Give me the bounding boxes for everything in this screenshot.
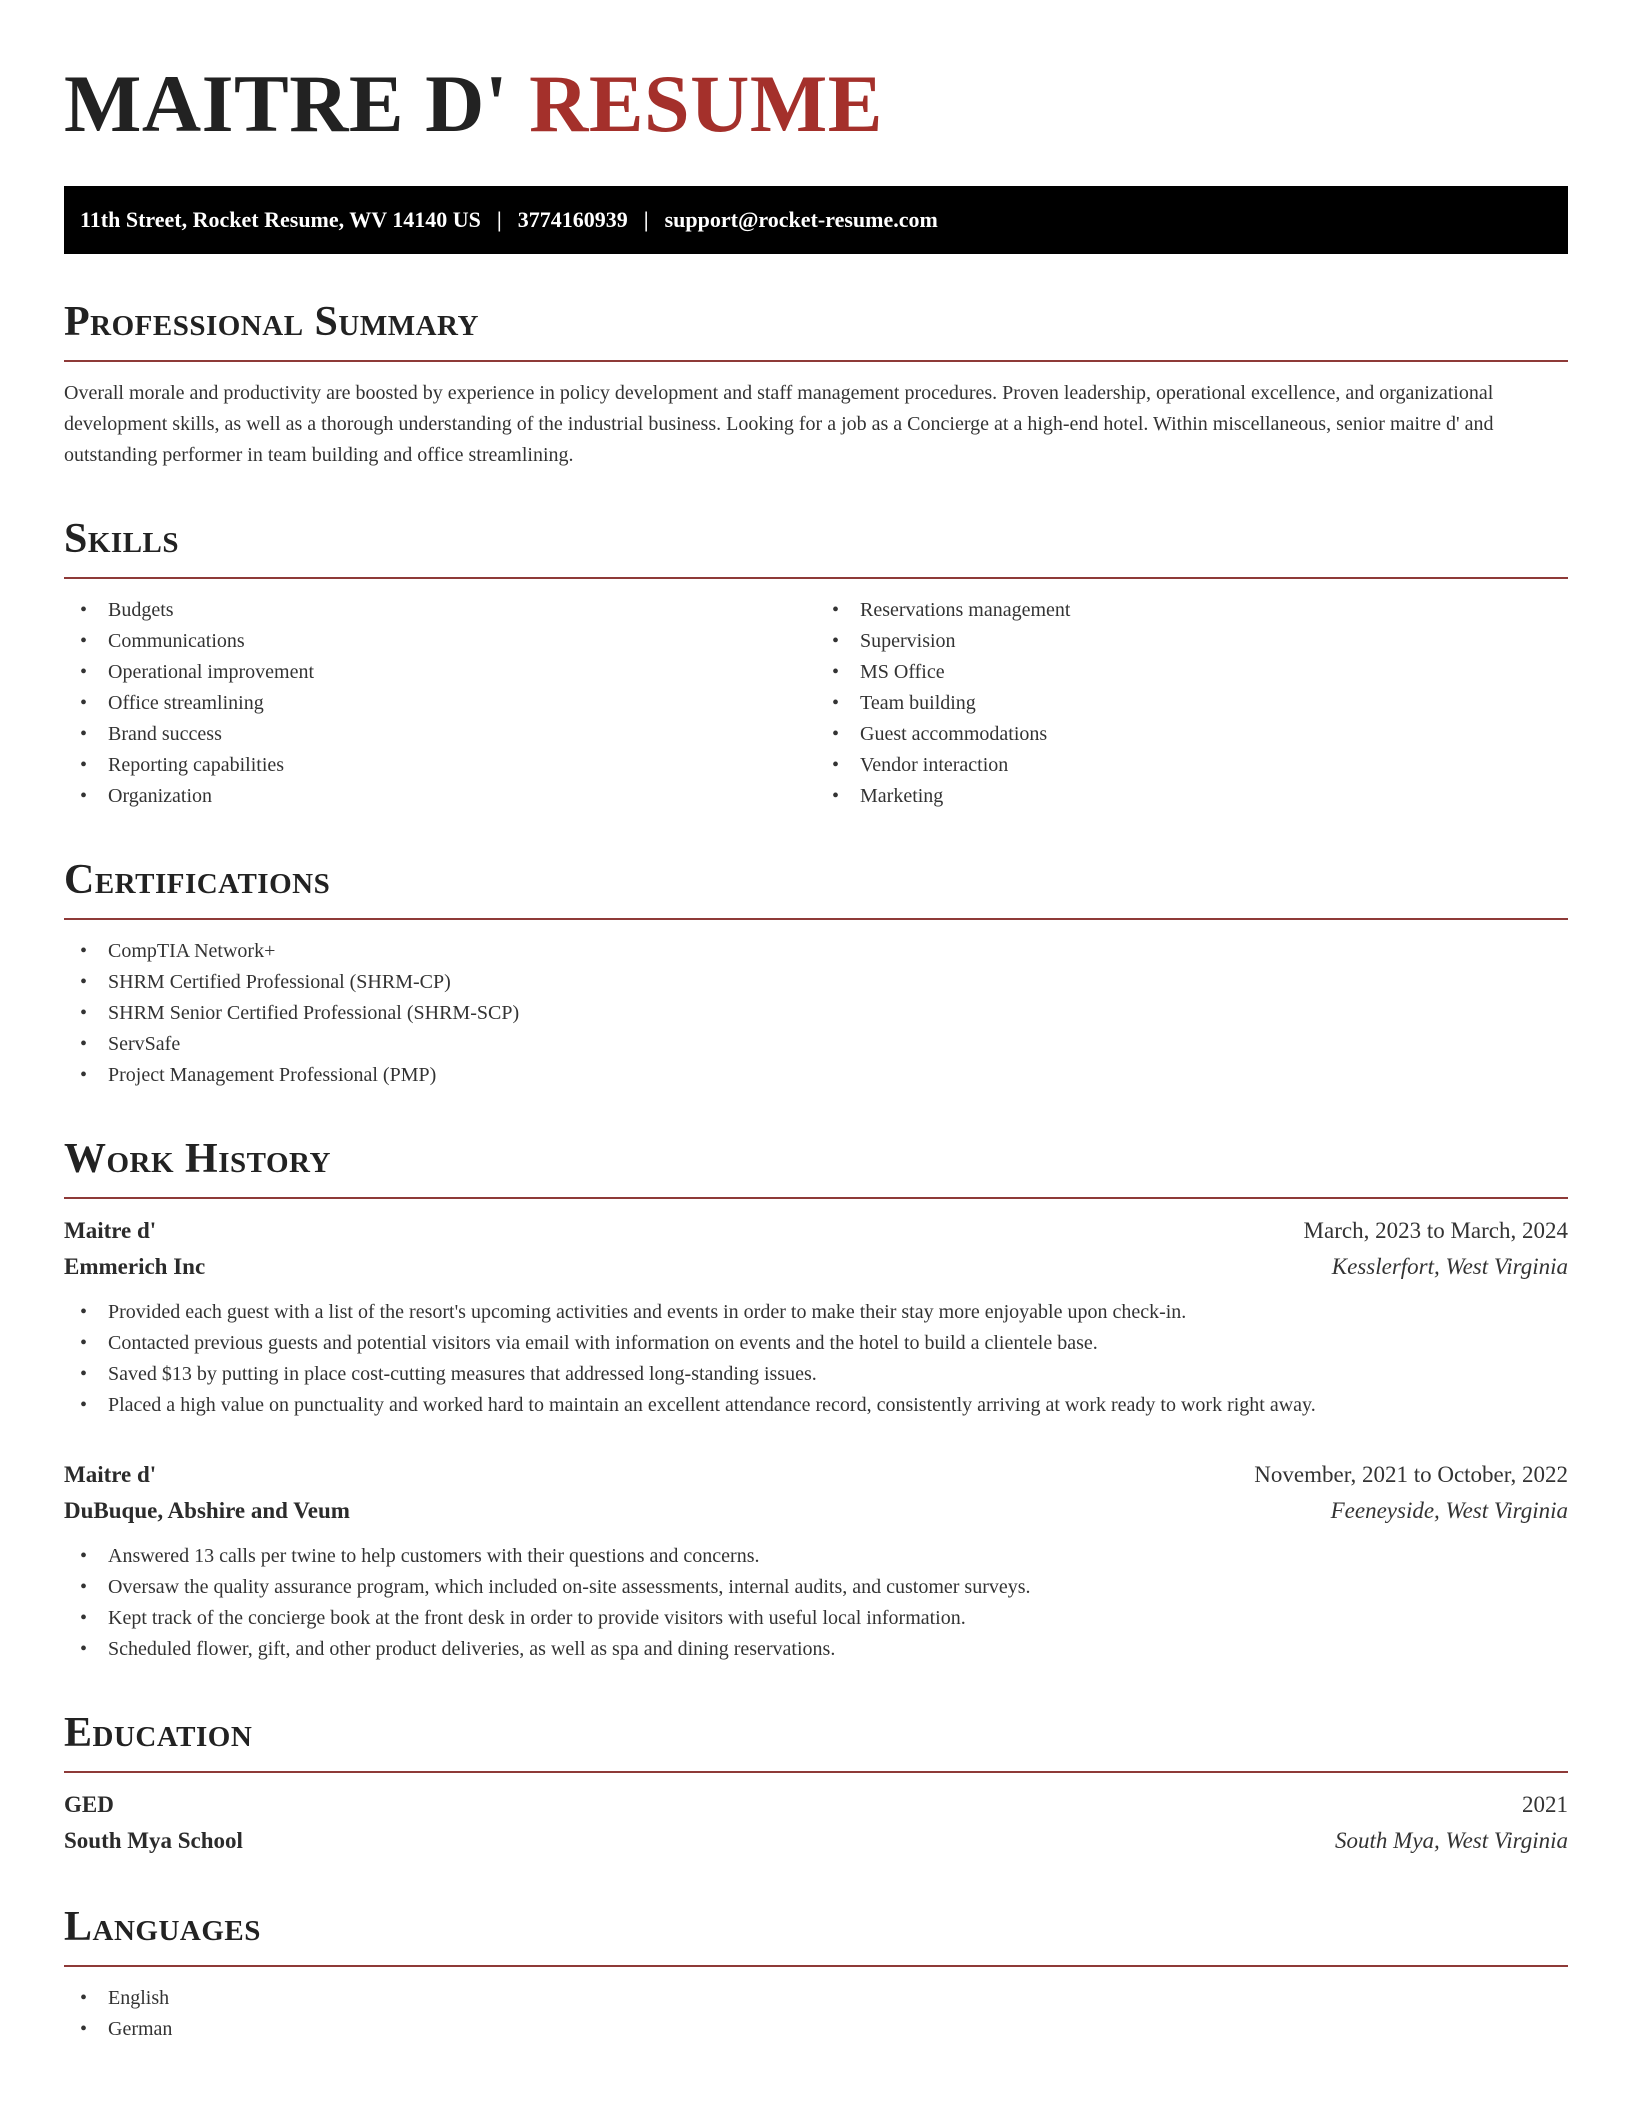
- job-title: Maitre d': [64, 1218, 157, 1243]
- job-bullet: • Contacted previous guests and potential visitors via email with information on events and the hotel to build a clientele base.: [64, 1328, 1568, 1359]
- job-bullets: [64, 1541, 1568, 1665]
- certifications-list: [64, 936, 1568, 1091]
- contact-phone: 3774160939: [517, 207, 628, 232]
- education-section: [64, 1709, 1568, 1859]
- skill-item: • Communications: [64, 626, 816, 657]
- languages-list: [64, 1983, 1568, 2045]
- certification-item: • ServSafe: [64, 1029, 1568, 1060]
- summary-section: [64, 298, 1568, 471]
- skill-item: • Brand success: [64, 719, 816, 750]
- job-entry: [64, 1213, 1568, 1421]
- education-year: 2021: [1522, 1792, 1568, 1817]
- contact-separator: |: [643, 207, 649, 232]
- job-bullet: • Saved $13 by putting in place cost-cutting measures that addressed long-standing issues.: [64, 1359, 1568, 1390]
- work-history-section: [64, 1135, 1568, 1665]
- certifications-section: [64, 856, 1568, 1091]
- education-degree: GED: [64, 1792, 114, 1817]
- job-dates: March, 2023 to March, 2024: [1303, 1218, 1568, 1243]
- skill-item: • Guest accommodations: [816, 719, 1568, 750]
- skill-item: • Office streamlining: [64, 688, 816, 719]
- title-accent: RESUME: [529, 58, 883, 149]
- job-bullets: [64, 1297, 1568, 1421]
- job-company: Emmerich Inc: [64, 1254, 206, 1279]
- certification-item: • CompTIA Network+: [64, 936, 1568, 967]
- certification-item: • Project Management Professional (PMP): [64, 1060, 1568, 1091]
- job-location: Kesslerfort, West Virginia: [1331, 1254, 1568, 1279]
- language-item: • English: [64, 1983, 1568, 2014]
- contact-email: support@rocket-resume.com: [664, 207, 938, 232]
- job-bullet: • Answered 13 calls per twine to help customers with their questions and concerns.: [64, 1541, 1568, 1572]
- work-history-heading: Work History: [64, 1135, 1568, 1199]
- job-bullet: • Placed a high value on punctuality and worked hard to maintain an excellent attendance record, consistently arriving at work ready to work right away.: [64, 1390, 1568, 1421]
- job-location: Feeneyside, West Virginia: [1330, 1498, 1568, 1523]
- job-bullet: • Kept track of the concierge book at the front desk in order to provide visitors with useful local information.: [64, 1603, 1568, 1634]
- language-item: • German: [64, 2014, 1568, 2045]
- skill-item: • Budgets: [64, 595, 816, 626]
- education-location: South Mya, West Virginia: [1335, 1828, 1568, 1853]
- skill-item: • Supervision: [816, 626, 1568, 657]
- resume-title: [64, 56, 1568, 152]
- skills-section: [64, 515, 1568, 812]
- languages-heading: Languages: [64, 1903, 1568, 1967]
- skill-item: • MS Office: [816, 657, 1568, 688]
- contact-separator: |: [496, 207, 502, 232]
- job-title: Maitre d': [64, 1462, 157, 1487]
- contact-address: 11th Street, Rocket Resume, WV 14140 US: [80, 207, 481, 232]
- contact-bar: [64, 186, 1568, 254]
- job-company: DuBuque, Abshire and Veum: [64, 1498, 350, 1523]
- skill-item: • Marketing: [816, 781, 1568, 812]
- skill-item: • Organization: [64, 781, 816, 812]
- skills-list-left: [64, 595, 816, 812]
- education-heading: Education: [64, 1709, 1568, 1773]
- skill-item: • Operational improvement: [64, 657, 816, 688]
- summary-heading: Professional Summary: [64, 298, 1568, 362]
- skill-item: • Reservations management: [816, 595, 1568, 626]
- job-dates: November, 2021 to October, 2022: [1254, 1462, 1568, 1487]
- education-entry: [64, 1787, 1568, 1859]
- skill-item: • Reporting capabilities: [64, 750, 816, 781]
- education-school: South Mya School: [64, 1828, 243, 1853]
- job-entry: [64, 1457, 1568, 1665]
- title-name: MAITRE D': [64, 58, 509, 149]
- skills-list-right: [816, 595, 1568, 812]
- certifications-heading: Certifications: [64, 856, 1568, 920]
- certification-item: • SHRM Senior Certified Professional (SHRM-SCP): [64, 998, 1568, 1029]
- skill-item: • Vendor interaction: [816, 750, 1568, 781]
- job-bullet: • Scheduled flower, gift, and other product deliveries, as well as spa and dining reservations.: [64, 1634, 1568, 1665]
- certification-item: • SHRM Certified Professional (SHRM-CP): [64, 967, 1568, 998]
- languages-section: [64, 1903, 1568, 2045]
- skills-heading: Skills: [64, 515, 1568, 579]
- job-bullet: • Provided each guest with a list of the resort's upcoming activities and events in order to make their stay more enjoyable upon check-in.: [64, 1297, 1568, 1328]
- skill-item: • Team building: [816, 688, 1568, 719]
- job-bullet: • Oversaw the quality assurance program, which included on-site assessments, internal audits, and customer surveys.: [64, 1572, 1568, 1603]
- summary-text: Overall morale and productivity are boosted by experience in policy development and staff management procedures. Proven leadership, operational excellence, and organizational development skills, as well as a thorough understanding of the industrial business. Looking for a job as a Concierge at a high-end hotel. Within miscellaneous, senior maitre d' and outstanding performer in team building and office streamlining.: [64, 382, 1494, 466]
